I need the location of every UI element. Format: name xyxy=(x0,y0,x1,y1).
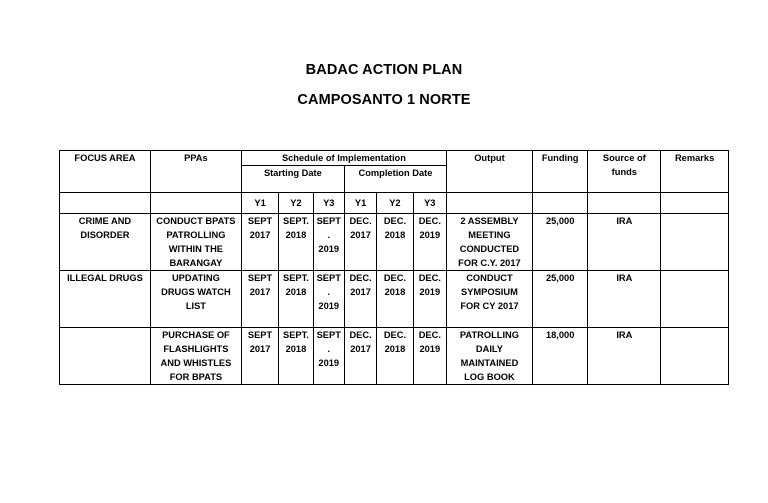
end-y1-cell xyxy=(344,214,376,271)
document-title: BADAC ACTION PLAN xyxy=(305,62,463,78)
focus-area-cell xyxy=(60,328,151,385)
date-line: 2017 xyxy=(350,230,371,240)
ppas-line: WITHIN THE xyxy=(168,244,224,254)
date-line: 2017 xyxy=(350,344,371,354)
action-plan-table xyxy=(59,150,729,385)
start-y1-cell xyxy=(241,271,278,328)
empty-cell xyxy=(588,193,661,214)
ppas-line: LIST xyxy=(185,301,206,311)
focus-area-cell xyxy=(60,214,151,271)
date-line: SEPT xyxy=(316,273,341,283)
table-row xyxy=(60,214,729,271)
source-cell: IRA xyxy=(588,214,661,271)
output-cell xyxy=(447,328,533,385)
output-line: PATROLLING xyxy=(459,330,519,340)
date-line: SEPT xyxy=(316,330,341,340)
end-y3-cell xyxy=(413,328,446,385)
output-line: SYMPOSIUM xyxy=(461,287,518,297)
date-line: SEPT xyxy=(247,330,273,340)
start-y1-cell xyxy=(241,328,278,385)
output-cell xyxy=(447,271,533,328)
header-end-y2: Y2 xyxy=(377,193,413,214)
remarks-cell xyxy=(661,328,729,385)
date-line: DEC. xyxy=(418,273,441,283)
start-y1-cell xyxy=(241,214,278,271)
focus-area-line: CRIME AND xyxy=(78,216,132,226)
date-line: . xyxy=(327,344,331,354)
ppas-line: CONDUCT BPATS xyxy=(156,216,236,226)
header-start-y2: Y2 xyxy=(279,193,313,214)
empty-cell xyxy=(532,193,588,214)
date-line: 2019 xyxy=(318,244,340,254)
date-line: DEC. xyxy=(349,330,372,340)
date-line: DEC. xyxy=(349,273,372,283)
date-line: 2018 xyxy=(285,344,307,354)
header-start-y3: Y3 xyxy=(313,193,344,214)
date-line: . xyxy=(327,230,331,240)
remarks-cell xyxy=(661,214,729,271)
ppas-line: UPDATING xyxy=(171,273,220,283)
ppas-line: PATROLLING xyxy=(166,230,226,240)
date-line: SEPT xyxy=(247,216,273,226)
remarks-cell xyxy=(661,271,729,328)
header-starting-date: Starting Date xyxy=(241,166,344,193)
date-line: 2018 xyxy=(384,344,406,354)
date-line: DEC. xyxy=(418,330,441,340)
output-line: CONDUCT xyxy=(466,273,513,283)
start-y2-cell xyxy=(279,271,313,328)
header-output: Output xyxy=(447,151,533,193)
end-y1-cell xyxy=(344,271,376,328)
date-line: 2019 xyxy=(318,301,340,311)
header-completion-date: Completion Date xyxy=(344,166,446,193)
header-focus-area: FOCUS AREA xyxy=(60,151,151,193)
header-schedule: Schedule of Implementation xyxy=(241,151,446,166)
focus-area-line: ILLEGAL DRUGS xyxy=(67,273,143,283)
header-ppas: PPAs xyxy=(150,151,241,193)
output-cell xyxy=(447,214,533,271)
ppas-cell xyxy=(150,214,241,271)
start-y3-cell xyxy=(313,271,344,328)
ppas-line: FOR BPATS xyxy=(169,372,223,382)
output-line: FOR C.Y. 2017 xyxy=(458,258,521,268)
date-line: DEC. xyxy=(383,273,407,283)
header-end-y3: Y3 xyxy=(413,193,446,214)
output-line: CONDUCTED xyxy=(459,244,520,254)
date-line: DEC. xyxy=(349,216,372,226)
table-row xyxy=(60,328,729,385)
date-line: SEPT. xyxy=(283,216,309,226)
date-line: 2019 xyxy=(419,287,441,297)
header-end-y1: Y1 xyxy=(344,193,376,214)
empty-cell xyxy=(60,193,151,214)
header-source-line-2: funds xyxy=(611,167,637,177)
start-y2-cell xyxy=(279,328,313,385)
output-line: 2 ASSEMBLY xyxy=(460,216,519,226)
end-y2-cell xyxy=(377,271,413,328)
funding-cell: 25,000 xyxy=(532,214,588,271)
source-cell: IRA xyxy=(588,271,661,328)
header-source-line-1: Source of xyxy=(602,153,646,163)
date-line: SEPT. xyxy=(283,273,309,283)
table-row xyxy=(60,271,729,328)
end-y2-cell xyxy=(377,328,413,385)
output-line: MAINTAINED xyxy=(460,358,519,368)
date-line: 2019 xyxy=(419,344,441,354)
date-line: DEC. xyxy=(383,216,407,226)
ppas-line: PURCHASE OF xyxy=(162,330,230,340)
start-y2-cell xyxy=(279,214,313,271)
end-y2-cell xyxy=(377,214,413,271)
date-line: SEPT xyxy=(247,273,273,283)
date-line: . xyxy=(327,287,331,297)
funding-cell: 25,000 xyxy=(532,271,588,328)
focus-area-line: DISORDER xyxy=(80,230,130,240)
ppas-line: AND WHISTLES xyxy=(160,358,232,368)
header-source-of-funds xyxy=(588,151,661,193)
output-line: DAILY xyxy=(475,344,503,354)
date-line: 2019 xyxy=(419,230,441,240)
date-line: DEC. xyxy=(383,330,407,340)
end-y3-cell xyxy=(413,214,446,271)
ppas-line: FLASHLIGHTS xyxy=(163,344,229,354)
ppas-cell xyxy=(150,271,241,328)
date-line: 2017 xyxy=(249,230,271,240)
date-line: 2017 xyxy=(249,287,271,297)
focus-area-cell xyxy=(60,271,151,328)
ppas-cell xyxy=(150,328,241,385)
header-remarks: Remarks xyxy=(661,151,729,193)
date-line: 2018 xyxy=(285,230,307,240)
date-line: 2018 xyxy=(384,287,406,297)
output-line: MEETING xyxy=(468,230,511,240)
header-start-y1: Y1 xyxy=(241,193,278,214)
date-line: 2018 xyxy=(285,287,307,297)
date-line: 2018 xyxy=(384,230,406,240)
source-cell: IRA xyxy=(588,328,661,385)
ppas-line: DRUGS WATCH xyxy=(161,287,231,297)
header-funding: Funding xyxy=(532,151,588,193)
ppas-line: BARANGAY xyxy=(169,258,223,268)
output-line: LOG BOOK xyxy=(464,372,515,382)
empty-cell xyxy=(447,193,533,214)
date-line: SEPT. xyxy=(283,330,309,340)
date-line: 2019 xyxy=(318,358,340,368)
document-subtitle: CAMPOSANTO 1 NORTE xyxy=(297,92,471,108)
date-line: SEPT xyxy=(316,216,341,226)
date-line: DEC. xyxy=(418,216,441,226)
date-line: 2017 xyxy=(350,287,371,297)
start-y3-cell xyxy=(313,328,344,385)
output-line: FOR CY 2017 xyxy=(460,301,519,311)
funding-cell: 18,000 xyxy=(532,328,588,385)
empty-cell xyxy=(150,193,241,214)
empty-cell xyxy=(661,193,729,214)
end-y3-cell xyxy=(413,271,446,328)
end-y1-cell xyxy=(344,328,376,385)
start-y3-cell xyxy=(313,214,344,271)
date-line: 2017 xyxy=(249,344,271,354)
